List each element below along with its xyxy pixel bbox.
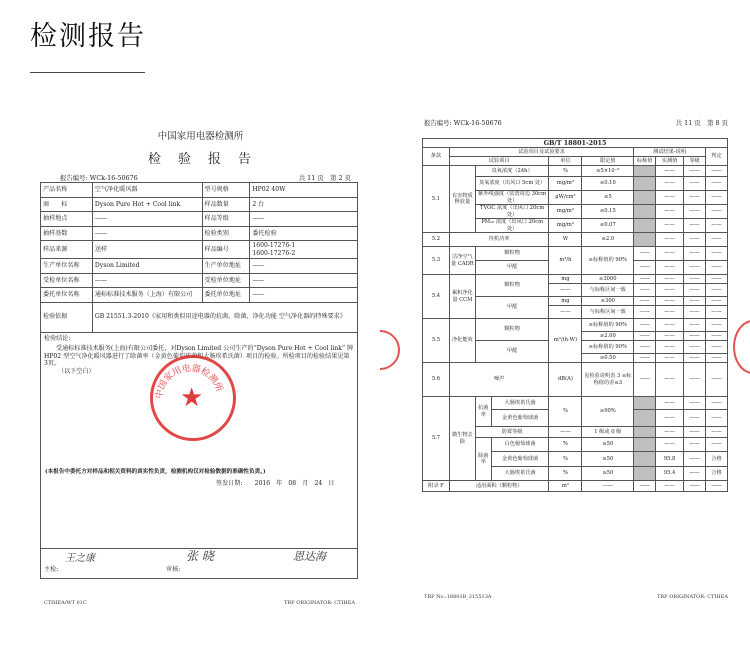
table-cell: ——: [582, 481, 634, 492]
measured-cell: ——: [656, 275, 684, 284]
measured-cell: ——: [656, 191, 684, 205]
measured-cell: ——: [656, 363, 684, 397]
table-cell: m³/h: [549, 247, 582, 275]
info-label: 抽样基数: [41, 226, 93, 241]
table-cell: ≤2.0: [582, 233, 634, 247]
info-row: [41, 183, 358, 198]
footer-right: TRF ORIGINATOR: CTIHEA: [284, 600, 355, 606]
conclusion-text: 受通标标准技术服务(上海)有限公司委托，对Dyson Limited 公司生产的“Dyson Pure Hot + Cool link” 牌 HP02 型空气净化暖风器进行了除菌率（金黄色葡萄球菌和大肠埃希氏菌）项目的检验。所检项目的检验结果见第 3页。: [44, 345, 354, 367]
table-row: [423, 247, 728, 261]
measured-cell: ——: [656, 397, 684, 410]
verdict-cell: ——: [705, 341, 727, 354]
header-limit: 限定值: [582, 157, 634, 166]
header-items: 试验项目及试验要求: [449, 148, 633, 157]
table-cell: 见检验说明表 3 ≤标称值的差≤3: [582, 363, 634, 397]
info-row: [41, 273, 358, 288]
info-row: [41, 241, 358, 259]
info-row: [41, 259, 358, 274]
header-result: 测试结果-说明: [634, 148, 706, 157]
info-value: 2 台: [250, 197, 358, 212]
table-cell: mg/m³: [549, 177, 582, 191]
grade-cell: ——: [684, 452, 706, 467]
measured-cell: ——: [656, 233, 684, 247]
seal-text: 中国家用电器检测所: [154, 363, 224, 400]
report-page-8: [420, 110, 730, 612]
info-row: [41, 197, 358, 212]
table-cell: 臭氧浓度（24h）: [475, 166, 549, 177]
grade-cell: ——: [684, 319, 706, 332]
table-cell: ≥0.50: [582, 354, 634, 363]
table-cell: 与标称区间一致: [582, 284, 634, 297]
edge-seal-left: [360, 330, 400, 370]
info-value: ——: [92, 273, 202, 288]
title-underline: [30, 72, 145, 73]
table-cell: ——: [549, 427, 582, 438]
table-cell: ——: [549, 306, 582, 319]
table-cell: 噪声: [449, 363, 549, 397]
header-unit: 单位: [549, 157, 582, 166]
table-cell: %: [549, 467, 582, 481]
table-cell: ≥3000: [582, 275, 634, 284]
disclaimer: (本报告中委托方对样品和相关资料的真实性负责，检测机构仅对检验数据的准确性负责。): [45, 468, 266, 475]
table-cell: 5.5: [423, 319, 450, 363]
table-cell: 洁净空气量 CADR: [449, 247, 475, 275]
standard-title: GB/T 18801-2015: [423, 139, 728, 148]
table-cell: ≥标称值的 90%: [582, 247, 634, 275]
verdict-cell: ——: [705, 306, 727, 319]
grade-cell: ——: [684, 297, 706, 306]
nominal-cell: ——: [634, 341, 656, 354]
institute-red-seal: [150, 355, 236, 441]
measured-cell: ——: [656, 481, 684, 492]
verdict-cell: ——: [705, 319, 727, 332]
table-cell: ≤5: [582, 191, 634, 205]
table-row: [423, 363, 728, 397]
measured-cell: ——: [656, 247, 684, 261]
table-cell: ≤5×10⁻⁶: [582, 166, 634, 177]
verdict-cell: ——: [705, 177, 727, 191]
measured-cell: ——: [656, 319, 684, 332]
nominal-cell: ——: [634, 284, 656, 297]
table-cell: ——: [549, 284, 582, 297]
verdict-cell: ——: [705, 247, 727, 261]
grade-cell: ——: [684, 363, 706, 397]
verdict-cell: ——: [705, 166, 727, 177]
grade-cell: ——: [684, 306, 706, 319]
measured-cell: ——: [656, 438, 684, 452]
table-cell: μW/cm²: [549, 191, 582, 205]
table-cell: 甲醛: [475, 341, 549, 363]
measured-cell: ——: [656, 297, 684, 306]
grade-cell: ——: [684, 354, 706, 363]
table-cell: 颗粒物: [475, 319, 549, 341]
info-label: 产品名称: [41, 183, 93, 198]
table-cell: ≥50: [582, 452, 634, 467]
nominal-cell: [634, 397, 656, 410]
info-row: [41, 226, 358, 241]
table-cell: ≥90%: [582, 397, 634, 427]
table-cell: 待机功率: [449, 233, 549, 247]
nominal-cell: ——: [634, 247, 656, 261]
header-grade: 等级: [684, 157, 706, 166]
test-results-table: [422, 138, 728, 492]
table-cell: 紫外线强度（装置周边 30cm 处）: [475, 191, 549, 205]
grade-cell: ——: [684, 275, 706, 284]
table-cell: ≤0.10: [582, 177, 634, 191]
footer-left: CTIHEA/WT 01C: [44, 600, 87, 606]
table-cell: 与标称区间一致: [582, 306, 634, 319]
info-row: [41, 212, 358, 227]
table-cell: mg/m³: [549, 219, 582, 233]
table-cell: PM₁₀ 浓度（出风口 20cm 处）: [475, 219, 549, 233]
header-measured: 实测值: [656, 157, 684, 166]
measured-cell: ——: [656, 341, 684, 354]
table-cell: 净化能效: [449, 319, 475, 363]
svg-text:中国家用电器检测所: [153, 362, 225, 400]
grade-cell: ——: [684, 397, 706, 410]
nominal-cell: ——: [634, 332, 656, 341]
header-clause: 条款: [423, 148, 450, 166]
table-cell: TVOC 浓度（出风口 20cm 处）: [475, 205, 549, 219]
table-row: [423, 166, 728, 177]
measured-cell: ——: [656, 261, 684, 275]
measured-cell: ——: [656, 332, 684, 341]
grade-cell: ——: [684, 284, 706, 297]
table-cell: 甲醛: [475, 297, 549, 319]
table-cell: 累积净化量 CCM: [449, 275, 475, 319]
info-label: 生产单位地址: [202, 259, 250, 274]
nominal-cell: ——: [634, 319, 656, 332]
grade-cell: ——: [684, 219, 706, 233]
table-cell: 5.1: [423, 166, 450, 233]
verdict-cell: ——: [705, 219, 727, 233]
verdict-cell: ——: [705, 354, 727, 363]
page-title: 检测报告: [30, 21, 146, 52]
table-cell: 大肠埃希氏菌: [491, 467, 549, 481]
nominal-cell: [634, 177, 656, 191]
measured-cell: ——: [656, 219, 684, 233]
verdict-cell: ——: [705, 481, 727, 492]
header-nominal: 标称值: [634, 157, 656, 166]
measured-cell: ——: [656, 427, 684, 438]
table-row: [423, 275, 728, 284]
verdict-cell: ——: [705, 297, 727, 306]
measured-cell: ——: [656, 306, 684, 319]
info-value: 1600-17276-1 1600-17276-2: [250, 241, 358, 259]
grade-cell: ——: [684, 481, 706, 492]
approver-signature: 恩达海: [293, 549, 326, 563]
table-cell: ≥50: [582, 438, 634, 452]
table-cell: %: [549, 166, 582, 177]
table-cell: 颗粒物: [475, 247, 549, 261]
verdict-cell: ——: [705, 191, 727, 205]
footer-left: TRF No.:18801B_215513A: [424, 594, 492, 600]
info-value: 通标标准技术服务（上海）有限公司: [92, 288, 202, 303]
verdict-cell: ——: [705, 427, 727, 438]
institute-name: 中国家用电器检测所: [157, 131, 244, 142]
info-label: 商 标: [41, 197, 93, 212]
verdict-cell: ——: [705, 205, 727, 219]
nominal-cell: ——: [634, 306, 656, 319]
info-value: ——: [250, 212, 358, 227]
table-cell: W: [549, 233, 582, 247]
table-cell: mg: [549, 297, 582, 306]
table-cell: 5.3: [423, 247, 450, 275]
basis-value: GB 21551.3-2010《家用和类似用途电器的抗菌、除菌、净化功能 空气净化器的特殊要求》: [92, 302, 357, 332]
grade-cell: ——: [684, 205, 706, 219]
table-cell: 金黄色葡萄球菌: [491, 452, 549, 467]
info-value: Dyson Limited: [92, 259, 202, 274]
nominal-cell: [634, 191, 656, 205]
table-cell: 大肠埃希氏菌: [491, 397, 549, 410]
info-value: ——: [250, 273, 358, 288]
reviewer-signature: 张 晓: [186, 548, 214, 563]
table-cell: 5.6: [423, 363, 450, 397]
grade-cell: ——: [684, 427, 706, 438]
table-cell: %: [549, 438, 582, 452]
table-cell: 附录 F: [423, 481, 450, 492]
nominal-cell: [634, 219, 656, 233]
verdict-cell: ——: [705, 261, 727, 275]
grade-cell: ——: [684, 261, 706, 275]
table-cell: m²: [549, 481, 582, 492]
table-cell: 有害物质释放量: [449, 166, 475, 233]
info-label: 委托单位地址: [202, 288, 250, 303]
table-cell: 甲醛: [475, 261, 549, 275]
verdict-cell: 合格: [705, 452, 727, 467]
table-cell: 金黄色葡萄球菌: [491, 410, 549, 427]
table-cell: 抗菌率: [475, 397, 491, 427]
table-row: [423, 397, 728, 410]
measured-cell: ——: [656, 177, 684, 191]
info-label: 样品编号: [202, 241, 250, 259]
nominal-cell: [634, 166, 656, 177]
measured-cell: ——: [656, 284, 684, 297]
info-label: 样品等级: [202, 212, 250, 227]
table-cell: ≥标称值的 90%: [582, 319, 634, 332]
verdict-cell: ——: [705, 363, 727, 397]
grade-cell: ——: [684, 177, 706, 191]
info-value: ——: [92, 212, 202, 227]
grade-cell: ——: [684, 410, 706, 427]
table-row: [423, 481, 728, 492]
table-cell: 5.2: [423, 233, 450, 247]
info-label: 型号规格: [202, 183, 250, 198]
verdict-cell: ——: [705, 397, 727, 410]
main-inspector-label: 主检:: [44, 565, 59, 573]
table-cell: mg: [549, 275, 582, 284]
info-row: [41, 288, 358, 303]
table-cell: ≥标称值的 90%: [582, 341, 634, 354]
measured-cell: ——: [656, 410, 684, 427]
measured-cell: ——: [656, 166, 684, 177]
table-row: [423, 319, 728, 332]
verdict-cell: ——: [705, 410, 727, 427]
table-cell: mg/m³: [549, 205, 582, 219]
measured-cell: 95.4: [656, 467, 684, 481]
main-inspector-signature: 王之康: [65, 552, 95, 564]
grade-cell: ——: [684, 467, 706, 481]
table-cell: 臭氧浓度（出风口 5cm 处）: [475, 177, 549, 191]
table-cell: 5.7: [423, 397, 450, 481]
table-cell: 防霉等级: [475, 427, 549, 438]
table-cell: ≥300: [582, 297, 634, 306]
table-cell: 颗粒物: [475, 275, 549, 297]
header-test-item: 试验项目: [449, 157, 549, 166]
footer-right: TRF ORIGINATOR: CTIHEA: [657, 594, 728, 600]
verdict-cell: 合格: [705, 467, 727, 481]
table-cell: dB(A): [549, 363, 582, 397]
table-cell: ≥50: [582, 467, 634, 481]
info-value: ——: [250, 259, 358, 274]
report-page-2: [38, 110, 363, 612]
grade-cell: ——: [684, 438, 706, 452]
report-number: 报告编号: WCk-16-50676: [424, 119, 502, 127]
info-label: 样品来源: [41, 241, 93, 259]
nominal-cell: [634, 438, 656, 452]
info-value: HP02 40W: [250, 183, 358, 198]
header-verdict: 判定: [705, 148, 727, 166]
reviewer-label: 审核:: [166, 565, 181, 573]
basis-label: 检验依据: [41, 302, 93, 332]
nominal-cell: [634, 427, 656, 438]
measured-cell: ——: [656, 354, 684, 363]
info-value: ——: [250, 288, 358, 303]
nominal-cell: ——: [634, 354, 656, 363]
table-cell: ≤0.07: [582, 219, 634, 233]
nominal-cell: ——: [634, 275, 656, 284]
nominal-cell: ——: [634, 481, 656, 492]
table-cell: %: [549, 452, 582, 467]
grade-cell: ——: [684, 332, 706, 341]
grade-cell: ——: [684, 166, 706, 177]
info-label: 检验类别: [202, 226, 250, 241]
table-cell: ≥2.00: [582, 332, 634, 341]
info-value: 委托检验: [250, 226, 358, 241]
nominal-cell: ——: [634, 363, 656, 397]
nominal-cell: [634, 467, 656, 481]
report-number: 报告编号: WCk-16-50676: [60, 174, 138, 182]
table-cell: 5.4: [423, 275, 450, 319]
nominal-cell: [634, 410, 656, 427]
info-value: ——: [92, 226, 202, 241]
grade-cell: ——: [684, 341, 706, 354]
table-cell: 白色葡萄球菌: [491, 438, 549, 452]
page-counter: 共 11 页 第 2 页: [298, 174, 351, 182]
info-label: 样品数量: [202, 197, 250, 212]
table-cell: ≤0.15: [582, 205, 634, 219]
conclusion-label: 检验结论:: [44, 334, 71, 342]
table-cell: 微生物去除: [449, 397, 475, 481]
measured-cell: 95.8: [656, 452, 684, 467]
page-counter: 共 11 页 第 8 页: [675, 119, 728, 127]
info-label: 受检单位地址: [202, 273, 250, 288]
nominal-cell: ——: [634, 261, 656, 275]
table-cell: m³/(h·W): [549, 319, 582, 363]
verdict-cell: ——: [705, 233, 727, 247]
verdict-cell: ——: [705, 284, 727, 297]
conclusion-blank: （以下空白）: [58, 367, 95, 375]
info-label: 受检单位名称: [41, 273, 93, 288]
table-cell: 适用面积（颗粒物）: [449, 481, 549, 492]
nominal-cell: [634, 233, 656, 247]
report-title: 检 验 报 告: [147, 152, 253, 167]
measured-cell: ——: [656, 205, 684, 219]
edge-seal-right: [733, 320, 750, 374]
table-row: [423, 233, 728, 247]
table-cell: 1 级或 0 级: [582, 427, 634, 438]
nominal-cell: [634, 205, 656, 219]
grade-cell: ——: [684, 247, 706, 261]
table-cell: %: [549, 397, 582, 427]
verdict-cell: ——: [705, 438, 727, 452]
info-label: 委托单位名称: [41, 288, 93, 303]
info-value: 送样: [92, 241, 202, 259]
info-value: Dyson Pure Hot + Cool link: [92, 197, 202, 212]
verdict-cell: ——: [705, 332, 727, 341]
nominal-cell: ——: [634, 297, 656, 306]
grade-cell: ——: [684, 191, 706, 205]
info-value: 空气净化暖风器: [92, 183, 202, 198]
info-label: 抽样地点: [41, 212, 93, 227]
nominal-cell: [634, 452, 656, 467]
info-label: 生产单位名称: [41, 259, 93, 274]
grade-cell: ——: [684, 233, 706, 247]
table-cell: 除菌率: [475, 438, 491, 481]
sign-date: 签发日期: 2016 年 08 月 24 日: [216, 479, 335, 487]
verdict-cell: ——: [705, 275, 727, 284]
seal-star-icon: ★: [180, 383, 204, 413]
